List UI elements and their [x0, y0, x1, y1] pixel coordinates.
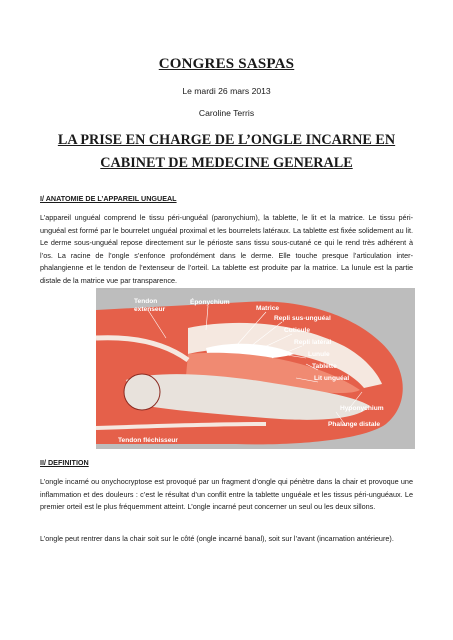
label-repli-sous-ungueal: Repli sus-unguéal	[274, 315, 331, 322]
congress-title: CONGRES SASPAS	[158, 56, 295, 72]
section-heading-anatomie: I/ ANATOMIE DE L’APPAREIL UNGUEAL	[40, 194, 177, 203]
author-name: Caroline Terris	[198, 108, 255, 118]
document-title-line-2: CABINET DE MEDECINE GENERALE	[100, 155, 353, 171]
label-phalange-distale: Phalange distale	[328, 421, 381, 428]
label-eponychium: Éponychium	[190, 299, 230, 306]
nail-anatomy-illustration	[96, 288, 415, 449]
label-matrice: Matrice	[256, 305, 280, 312]
definition-paragraph-2: L’ongle peut rentrer dans la chair soit sur le côté (ongle incarné banal), soit sur l’avant (incarnation antérieure).	[40, 534, 394, 543]
section-heading-definition: II/ DEFINITION	[40, 458, 89, 467]
nail-anatomy-diagram	[96, 288, 415, 449]
label-tablette: Tablette	[312, 363, 337, 370]
label-lunule: Lunule	[308, 351, 330, 358]
definition-paragraph-1: L’ongle incarné ou onychocryptose est provoqué par un fragment d’ongle qui pénètre dans la chair et provoque une inflammation et des douleurs : c’est le résultat d’un conflit entre la tablette unguéale et les tissus péri-unguéaux. Le premier orteil est le plus fréquemment atteint. L’ongle incarné peut concerner un seul ou les deux sillons.	[40, 477, 413, 512]
label-repli-lateral: Repli latéral	[294, 339, 332, 346]
anatomie-paragraph: L’appareil unguéal comprend le tissu péri-unguéal (paronychium), la tablette, le lit et la matrice. Le tissu péri-unguéal est formé par le bourrelet unguéal proximal et les bourrelets latéraux. La tablette est fixée solidement au lit. Le derme sous-unguéal repose directement sur le périoste sans tissu sous-cutané ce qui le rend très adhérent à l’os. La racine de l’ongle s’enfonce profondément dans le derme. Elle touche presque l’articulation inter-phalangienne et le tendon de l’extenseur de l’orteil. La tablette est produite par la matrice. La lunule est la partie distale de la matrice vue par transparence.	[40, 213, 413, 285]
event-date: Le mardi 26 mars 2013	[182, 86, 271, 96]
document-title-line-1: LA PRISE EN CHARGE DE L’ONGLE INCARNE EN	[57, 132, 396, 148]
label-tendon-extenseur-1: Tendon	[134, 298, 158, 305]
label-tendon-flechisseur: Tendon fléchisseur	[118, 437, 178, 444]
label-hyponychium: Hyponychium	[340, 405, 384, 412]
label-lit-ungueal: Lit unguéal	[314, 375, 350, 382]
label-cuticule: Cuticule	[284, 327, 311, 334]
label-tendon-extenseur-2: extenseur	[134, 306, 166, 313]
document-title	[40, 129, 413, 175]
joint-shape	[124, 374, 160, 410]
